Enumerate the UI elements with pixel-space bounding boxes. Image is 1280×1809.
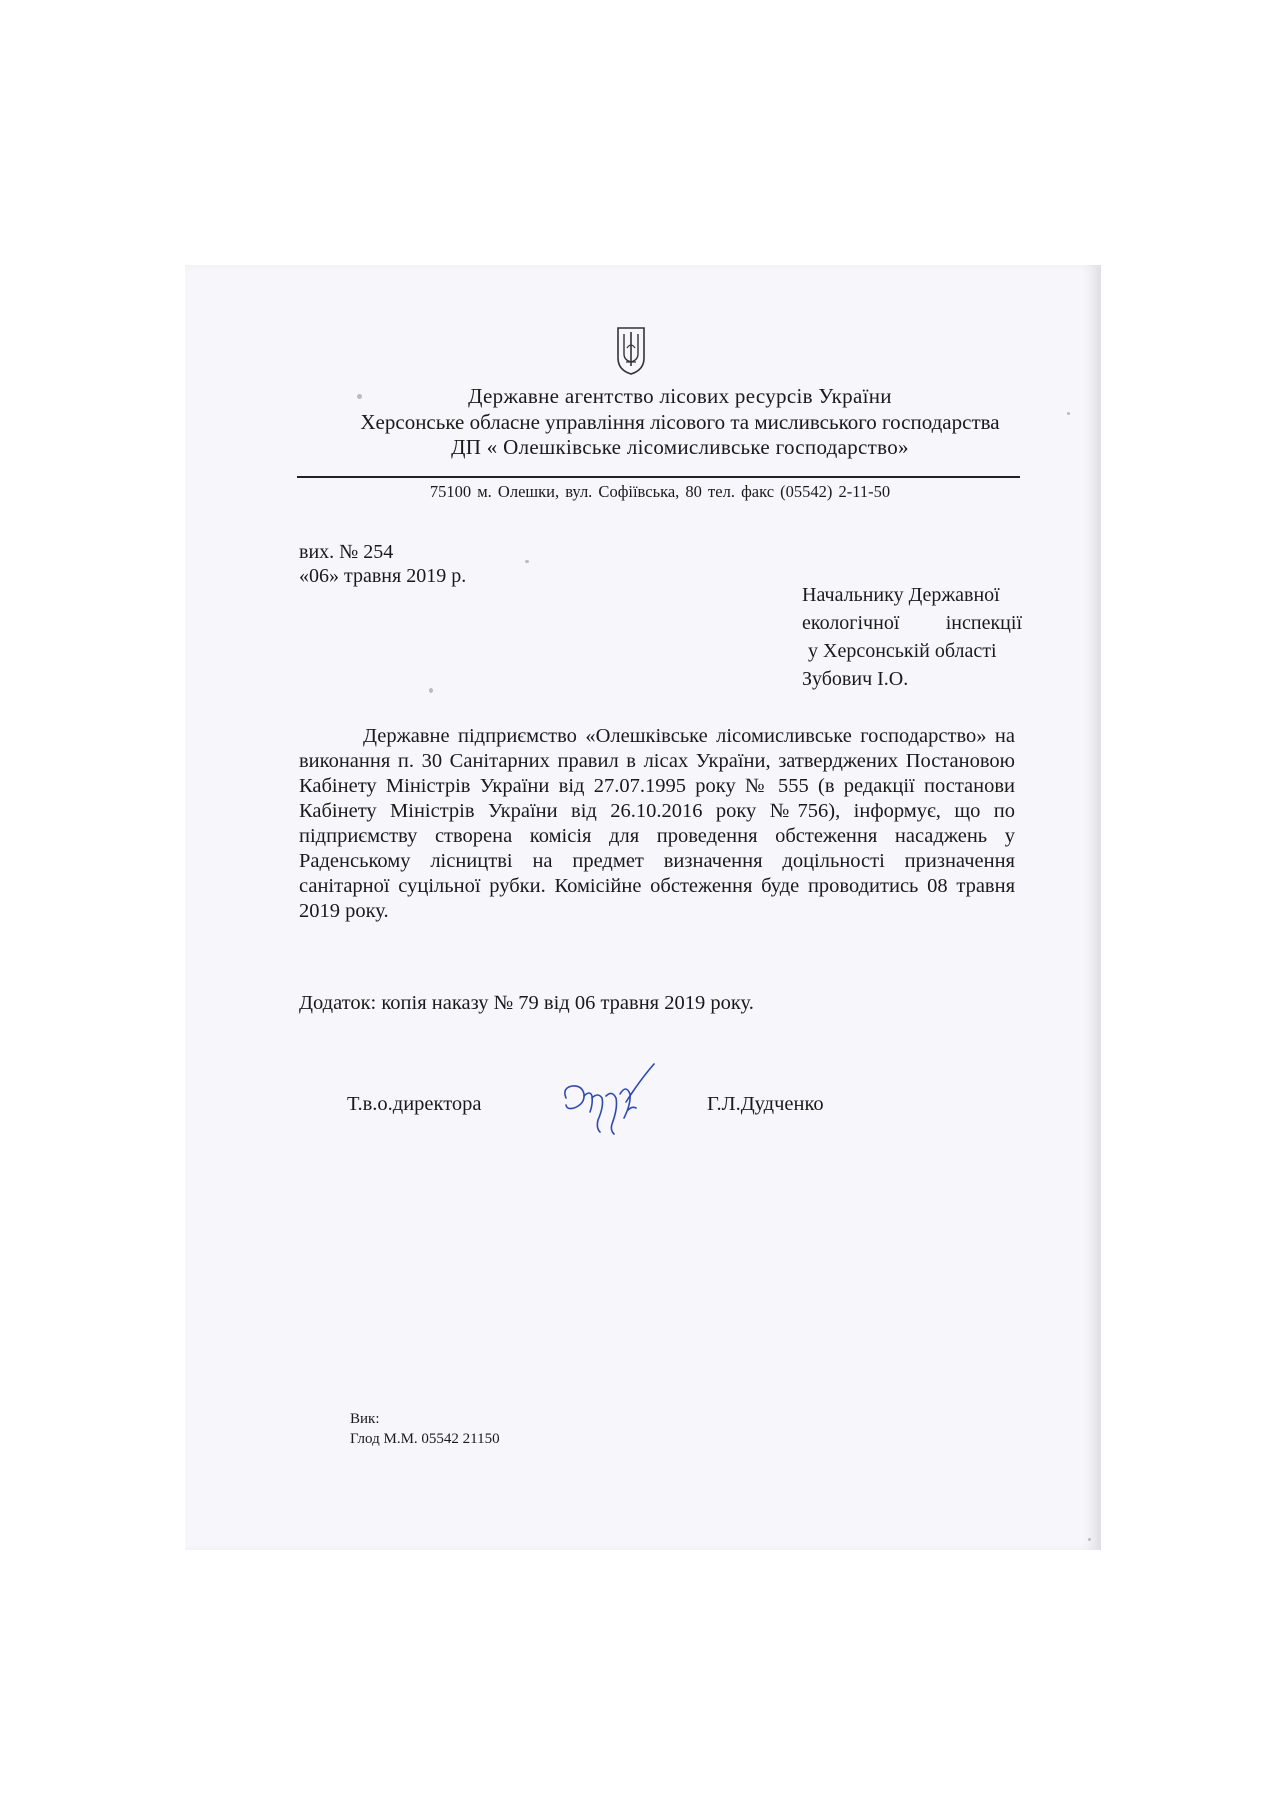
executor-label: Вик: <box>350 1411 380 1427</box>
letter-body <box>299 724 1015 924</box>
letterhead-divider <box>297 476 1020 478</box>
regional-office-name: Херсонське обласне управління лісового та мисливського господарства <box>360 410 1000 434</box>
letterhead-address: 75100 м. Олешки, вул. Софіївська, 80 тел. факс (05542) 2-11-50 <box>429 482 891 501</box>
addressee-line-2a: екологічної <box>802 612 900 634</box>
addressee-line-2 <box>802 609 1022 637</box>
addressee-block <box>802 581 1022 693</box>
enterprise-name: ДП « Олешківське лісомисливське господарство» <box>451 435 909 459</box>
body-paragraph: Державне підприємство «Олешківське лісомисливське господарство» на виконання п. 30 Санітарних правил в лісах України, затверджених Постановою Кабінету Міністрів України від 27.07.1995 року № 555 (в редакції постанови Кабінету Міністрів України від 26.10.2016 року №756), інформує, що по підприємству створена комісія для проведення обстеження насаджень у Раденському лісництві на предмет визначення доцільності призначення санітарної суцільної рубки. Комісійне обстеження буде проводитись 08 травня 2019 року. <box>299 725 1015 922</box>
addressee-line-4: Зубович І.О. <box>802 668 909 690</box>
letter-date: «06» травня 2019 р. <box>299 565 467 587</box>
sheet-edge-shadow <box>1082 265 1101 1550</box>
addressee-line-3: у Херсонській області <box>808 640 997 662</box>
handwritten-signature <box>558 1060 668 1142</box>
outgoing-number: вих. № 254 <box>299 541 394 563</box>
appendix-note: Додаток: копія наказу № 79 від 06 травня 2019 року. <box>299 992 754 1014</box>
addressee-line-1: Начальнику Державної <box>802 584 1000 606</box>
addressee-line-2b: інспекції <box>945 612 1022 634</box>
agency-name: Державне агентство лісових ресурсів України <box>468 384 892 408</box>
trident-emblem-icon <box>616 326 646 376</box>
signer-role: Т.в.о.директора <box>347 1093 482 1115</box>
signer-name: Г.Л.Дудченко <box>707 1093 824 1115</box>
executor-info: Глод М.М. 05542 21150 <box>350 1431 500 1447</box>
